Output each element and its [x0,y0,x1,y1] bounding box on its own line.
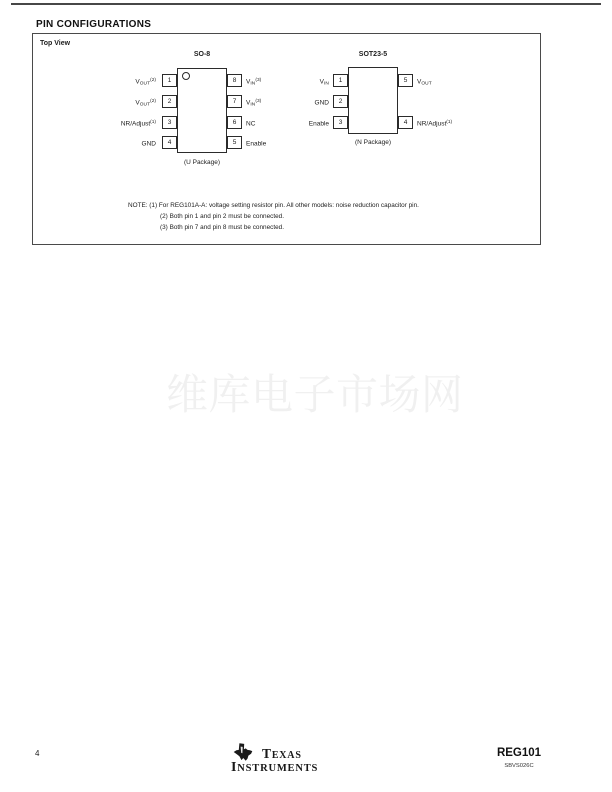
so8-pin1-indicator-icon [182,72,190,80]
so8-pin-2-number: 2 [162,95,177,108]
so8-pin-1-number: 1 [162,74,177,87]
sot23-pin-1-label: $V_{IN}$ [319,78,329,87]
so8-pin-4-number: 4 [162,136,177,149]
footer-right [458,747,580,769]
sot23-title: SOT23-5 [358,51,388,58]
so8-pin-7-number: 7 [227,95,242,108]
note-line-3: (3) Both pin 7 and pin 8 must be connected. [160,224,284,231]
so8-pin-5-number: 5 [227,136,242,149]
so8-pin-1-label: $V_{OUT}^{(2)}$ [135,78,156,87]
sot23-pin-3-number: 3 [333,116,348,129]
sot23-pin-5-number: 5 [398,74,413,87]
sot23-pin-4-number: 4 [398,116,413,129]
note-line-2: (2) Both pin 1 and pin 2 must be connected. [160,213,284,220]
document-number: SBVS026C [504,763,534,769]
so8-pin-2-label: $V_{OUT}^{(2)}$ [135,99,156,108]
sot23-body [348,67,398,134]
so8-pin-3-label: NR/Adjust$^{(1)}$ [120,120,156,128]
watermark-text: 维库电子市场网 [166,371,464,418]
so8-pin-5-label: Enable [246,140,267,148]
page-number: 4 [35,749,40,758]
so8-pin-4-label: GND [141,140,156,148]
so8-body [177,68,227,153]
so8-pin-8-label: $V_{IN}^{(3)}$ [246,78,262,87]
ti-logo-texas-text: TEXAS [262,746,302,761]
ti-logo-instruments-text: INSTRUMENTS [231,760,319,775]
note-line-1: NOTE: (1) For REG101A-A: voltage setting resistor pin. All other models: noise reduction capacitor pin. [128,202,419,209]
top-rule [11,3,601,5]
so8-title: SO-8 [193,51,211,58]
ti-logo-row [233,743,351,761]
so8-pin-6-number: 6 [227,116,242,129]
so8-pin-3-number: 3 [162,116,177,129]
so8-pin-7-label: $V_{IN}^{(3)}$ [246,99,262,108]
sot23-pin-1-number: 1 [333,74,348,87]
pin-configurations-box [32,33,541,245]
texas-map-icon [233,743,253,761]
so8-pin-8-number: 8 [227,74,242,87]
part-number: REG101 [496,747,542,759]
sot23-package-caption: (N Package) [354,139,392,146]
ti-logo [231,743,351,775]
sot23-pin-5-label: $V_{OUT}$ [417,78,432,87]
top-view-label: Top View [40,40,71,47]
sot23-pin-2-label: GND [314,99,329,107]
so8-package-caption: (U Package) [183,159,221,166]
sot23-pin-4-label: NR/Adjust$^{(1)}$ [417,120,453,128]
sot23-pin-2-number: 2 [333,95,348,108]
so8-pin-6-label: NC [246,120,256,128]
sot23-pin-3-label: Enable [308,120,329,128]
page-title: PIN CONFIGURATIONS [36,19,152,30]
